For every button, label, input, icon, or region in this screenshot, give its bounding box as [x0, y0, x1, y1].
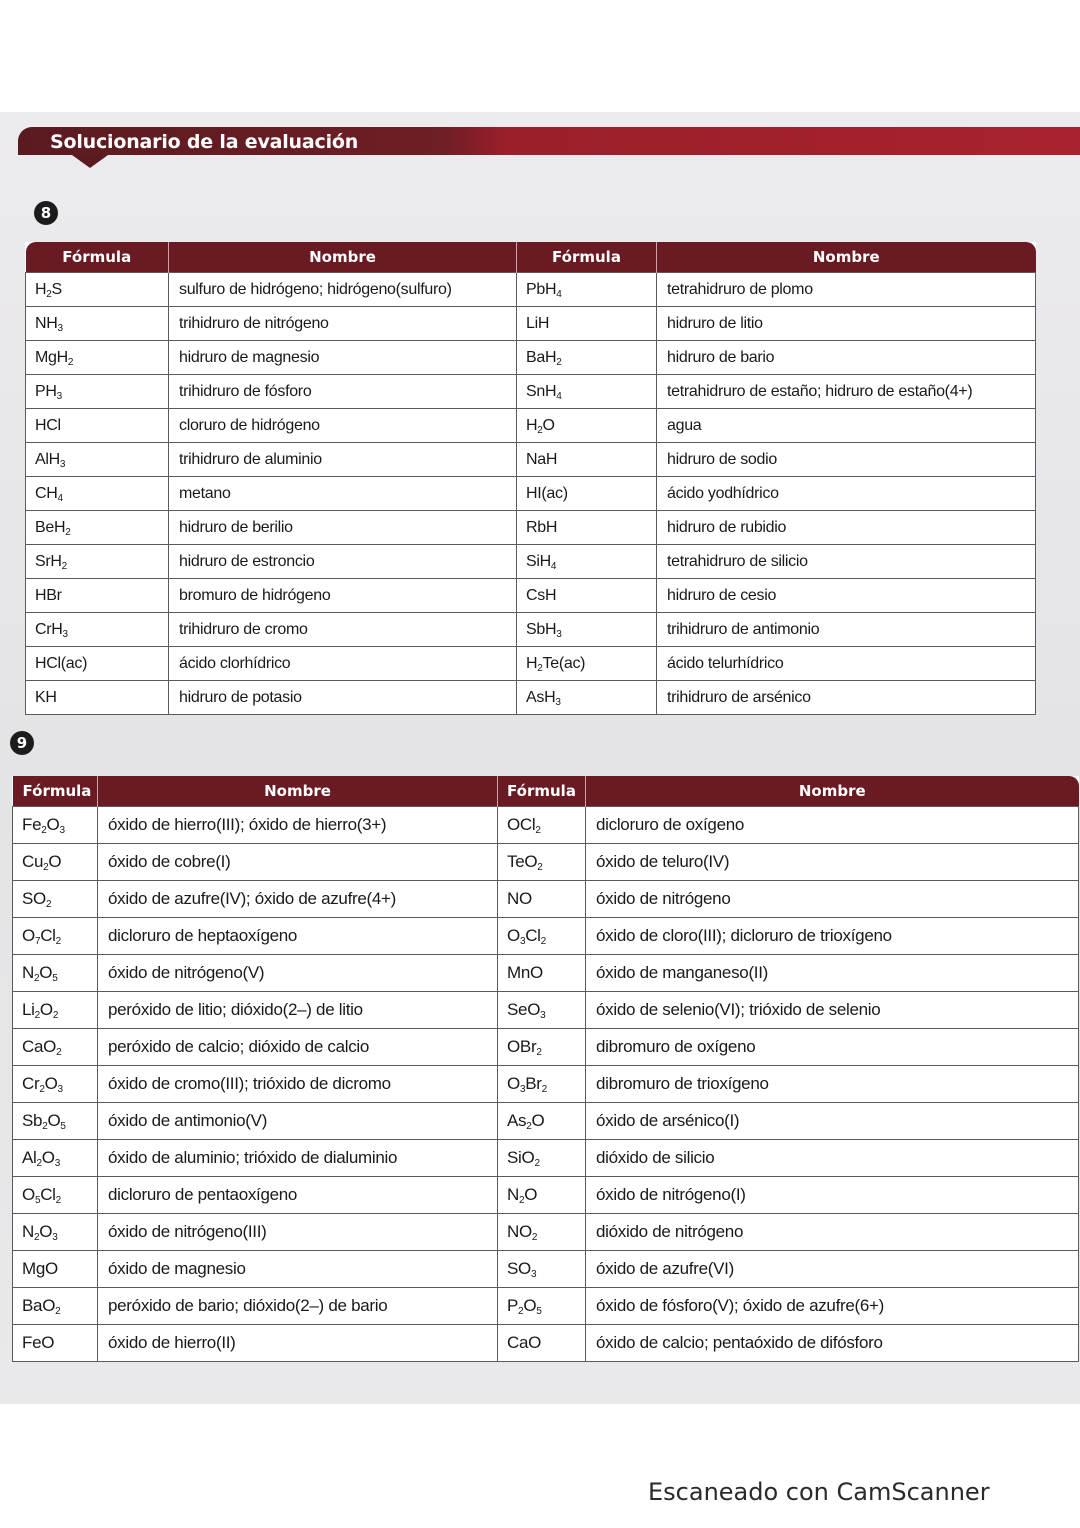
name-cell: óxido de nitrógeno [586, 881, 1079, 918]
name-cell: tetrahidruro de silicio [657, 545, 1036, 579]
table-row [26, 681, 1036, 715]
table-row [13, 1288, 1079, 1325]
formula-cell: $Li_2O_2$ [13, 992, 98, 1029]
formula-cell: BaH$_2$ [517, 341, 657, 375]
table-row [13, 1103, 1079, 1140]
name-cell: óxido de fósforo(V); óxido de azufre(6+) [586, 1288, 1079, 1325]
table-row [26, 511, 1036, 545]
formula-cell: RbH [517, 511, 657, 545]
section-banner [18, 127, 1080, 155]
table-row [26, 375, 1036, 409]
name-cell: hidruro de bario [657, 341, 1036, 375]
name-cell: óxido de manganeso(II) [586, 955, 1079, 992]
formula-cell: SeO$_3$ [498, 992, 586, 1029]
table-row [13, 1140, 1079, 1177]
name-cell: óxido de calcio; pentaóxido de difósforo [586, 1325, 1079, 1362]
name-cell: óxido de cloro(III); dicloruro de trioxígeno [586, 918, 1079, 955]
formula-cell: $NO_2$ [498, 1214, 586, 1251]
formula-cell: $NH_3$ [26, 307, 169, 341]
table-row [13, 992, 1079, 1029]
formula-cell: MnO [498, 955, 586, 992]
formula-cell: SiH$_4$ [517, 545, 657, 579]
formula-cell: LiH [517, 307, 657, 341]
exercise-number-9: 9 [10, 731, 34, 755]
table-row [13, 1029, 1079, 1066]
table-row [13, 1177, 1079, 1214]
formula-cell: $SO_2$ [13, 881, 98, 918]
formula-cell: SnH$_4$ [517, 375, 657, 409]
name-cell: cloruro de hidrógeno [169, 409, 517, 443]
table-row [26, 613, 1036, 647]
name-cell: peróxido de calcio; dióxido de calcio [98, 1029, 498, 1066]
name-cell: óxido de antimonio(V) [98, 1103, 498, 1140]
name-cell: dióxido de nitrógeno [586, 1214, 1079, 1251]
name-cell: óxido de nitrógeno(III) [98, 1214, 498, 1251]
name-cell: hidruro de magnesio [169, 341, 517, 375]
formula-cell: AsH$_3$ [517, 681, 657, 715]
table-row [26, 341, 1036, 375]
name-cell: dicloruro de pentaoxígeno [98, 1177, 498, 1214]
table-row [13, 844, 1079, 881]
name-cell: hidruro de litio [657, 307, 1036, 341]
formula-cell: SiO$_2$ [498, 1140, 586, 1177]
formula-cell: AlH$_3$ [26, 443, 169, 477]
formula-cell: FeO [13, 1325, 98, 1362]
formula-cell: $As_2O$ [498, 1103, 586, 1140]
formula-cell: $H_2Te(ac)$ [517, 647, 657, 681]
formula-cell: SrH$_2$ [26, 545, 169, 579]
formula-cell: TeO$_2$ [498, 844, 586, 881]
formula-cell: $Cr_2O_3$ [13, 1066, 98, 1103]
name-cell: hidruro de cesio [657, 579, 1036, 613]
name-cell: peróxido de bario; dióxido(2–) de bario [98, 1288, 498, 1325]
formula-cell: PbH$_4$ [517, 273, 657, 307]
header-formula: Fórmula [498, 776, 586, 807]
name-cell: ácido yodhídrico [657, 477, 1036, 511]
formula-cell: $H_2S$ [26, 273, 169, 307]
table-row [13, 955, 1079, 992]
name-cell: óxido de azufre(VI) [586, 1251, 1079, 1288]
formula-cell: $P_2O_5$ [498, 1288, 586, 1325]
name-cell: dibromuro de trioxígeno [586, 1066, 1079, 1103]
formula-cell: OBr$_2$ [498, 1029, 586, 1066]
scanner-watermark: Escaneado con CamScanner [648, 1478, 990, 1506]
name-cell: hidruro de estroncio [169, 545, 517, 579]
table-row [13, 807, 1079, 844]
name-cell: óxido de nitrógeno(I) [586, 1177, 1079, 1214]
formula-cell: $N_2O_5$ [13, 955, 98, 992]
oxides-table [12, 776, 1079, 1362]
table-row [13, 1251, 1079, 1288]
formula-cell: CaO$_2$ [13, 1029, 98, 1066]
name-cell: trihidruro de nitrógeno [169, 307, 517, 341]
name-cell: óxido de cromo(III); trióxido de dicromo [98, 1066, 498, 1103]
formula-cell: $N_2O$ [498, 1177, 586, 1214]
banner-title: Solucionario de la evaluación [50, 131, 359, 153]
formula-cell: $O_3Cl_2$ [498, 918, 586, 955]
name-cell: óxido de aluminio; trióxido de dialuminio [98, 1140, 498, 1177]
formula-cell: $CH_4$ [26, 477, 169, 511]
banner-notch [72, 155, 108, 168]
table-row [13, 918, 1079, 955]
formula-cell: HCl(ac) [26, 647, 169, 681]
name-cell: trihidruro de arsénico [657, 681, 1036, 715]
formula-cell: $N_2O_3$ [13, 1214, 98, 1251]
header-formula: Fórmula [13, 776, 98, 807]
formula-cell: $Fe_2O_3$ [13, 807, 98, 844]
table-row [26, 545, 1036, 579]
formula-cell: $O_5Cl_2$ [13, 1177, 98, 1214]
name-cell: trihidruro de cromo [169, 613, 517, 647]
formula-cell: $O_3Br_2$ [498, 1066, 586, 1103]
formula-cell: $Al_2O_3$ [13, 1140, 98, 1177]
formula-cell: KH [26, 681, 169, 715]
name-cell: dicloruro de heptaoxígeno [98, 918, 498, 955]
formula-cell: OCl$_2$ [498, 807, 586, 844]
formula-cell: MgO [13, 1251, 98, 1288]
name-cell: dibromuro de oxígeno [586, 1029, 1079, 1066]
table-row [13, 1066, 1079, 1103]
formula-cell: CsH [517, 579, 657, 613]
name-cell: óxido de selenio(VI); trióxido de selenio [586, 992, 1079, 1029]
name-cell: dióxido de silicio [586, 1140, 1079, 1177]
table-row [13, 1325, 1079, 1362]
table-header-row [13, 776, 1079, 807]
exercise-number-8: 8 [34, 201, 58, 225]
name-cell: dicloruro de oxígeno [586, 807, 1079, 844]
table-row [26, 273, 1036, 307]
name-cell: bromuro de hidrógeno [169, 579, 517, 613]
table-row [13, 1214, 1079, 1251]
formula-cell: NO [498, 881, 586, 918]
table-row [26, 477, 1036, 511]
formula-cell: CaO [498, 1325, 586, 1362]
header-nombre: Nombre [98, 776, 498, 807]
formula-cell: HCl [26, 409, 169, 443]
formula-cell: CrH$_3$ [26, 613, 169, 647]
header-nombre: Nombre [657, 242, 1036, 273]
name-cell: hidruro de rubidio [657, 511, 1036, 545]
name-cell: óxido de arsénico(I) [586, 1103, 1079, 1140]
formula-cell: BaO$_2$ [13, 1288, 98, 1325]
name-cell: ácido clorhídrico [169, 647, 517, 681]
header-nombre: Nombre [586, 776, 1079, 807]
name-cell: óxido de nitrógeno(V) [98, 955, 498, 992]
name-cell: trihidruro de antimonio [657, 613, 1036, 647]
name-cell: agua [657, 409, 1036, 443]
formula-cell: HBr [26, 579, 169, 613]
name-cell: hidruro de potasio [169, 681, 517, 715]
formula-cell: $H_2O$ [517, 409, 657, 443]
name-cell: óxido de azufre(IV); óxido de azufre(4+) [98, 881, 498, 918]
name-cell: tetrahidruro de plomo [657, 273, 1036, 307]
header-nombre: Nombre [169, 242, 517, 273]
name-cell: sulfuro de hidrógeno; hidrógeno(sulfuro) [169, 273, 517, 307]
table-row [26, 443, 1036, 477]
table-row [26, 647, 1036, 681]
name-cell: óxido de hierro(III); óxido de hierro(3+) [98, 807, 498, 844]
name-cell: óxido de hierro(II) [98, 1325, 498, 1362]
name-cell: óxido de teluro(IV) [586, 844, 1079, 881]
table-row [13, 881, 1079, 918]
name-cell: hidruro de sodio [657, 443, 1036, 477]
formula-cell: BeH$_2$ [26, 511, 169, 545]
table-row [26, 409, 1036, 443]
formula-cell: MgH$_2$ [26, 341, 169, 375]
hydrides-table [25, 242, 1036, 715]
table-row [26, 307, 1036, 341]
formula-cell: SbH$_3$ [517, 613, 657, 647]
formula-cell: HI(ac) [517, 477, 657, 511]
formula-cell: $Sb_2O_5$ [13, 1103, 98, 1140]
formula-cell: $O_7Cl_2$ [13, 918, 98, 955]
formula-cell: $PH_3$ [26, 375, 169, 409]
name-cell: ácido telurhídrico [657, 647, 1036, 681]
name-cell: trihidruro de fósforo [169, 375, 517, 409]
formula-cell: NaH [517, 443, 657, 477]
formula-cell: $Cu_2O$ [13, 844, 98, 881]
table-header-row [26, 242, 1036, 273]
name-cell: metano [169, 477, 517, 511]
formula-cell: $SO_3$ [498, 1251, 586, 1288]
name-cell: óxido de magnesio [98, 1251, 498, 1288]
name-cell: trihidruro de aluminio [169, 443, 517, 477]
name-cell: tetrahidruro de estaño; hidruro de estaño(4+) [657, 375, 1036, 409]
header-formula: Fórmula [26, 242, 169, 273]
name-cell: peróxido de litio; dióxido(2–) de litio [98, 992, 498, 1029]
table-row [26, 579, 1036, 613]
name-cell: óxido de cobre(I) [98, 844, 498, 881]
header-formula: Fórmula [517, 242, 657, 273]
name-cell: hidruro de berilio [169, 511, 517, 545]
